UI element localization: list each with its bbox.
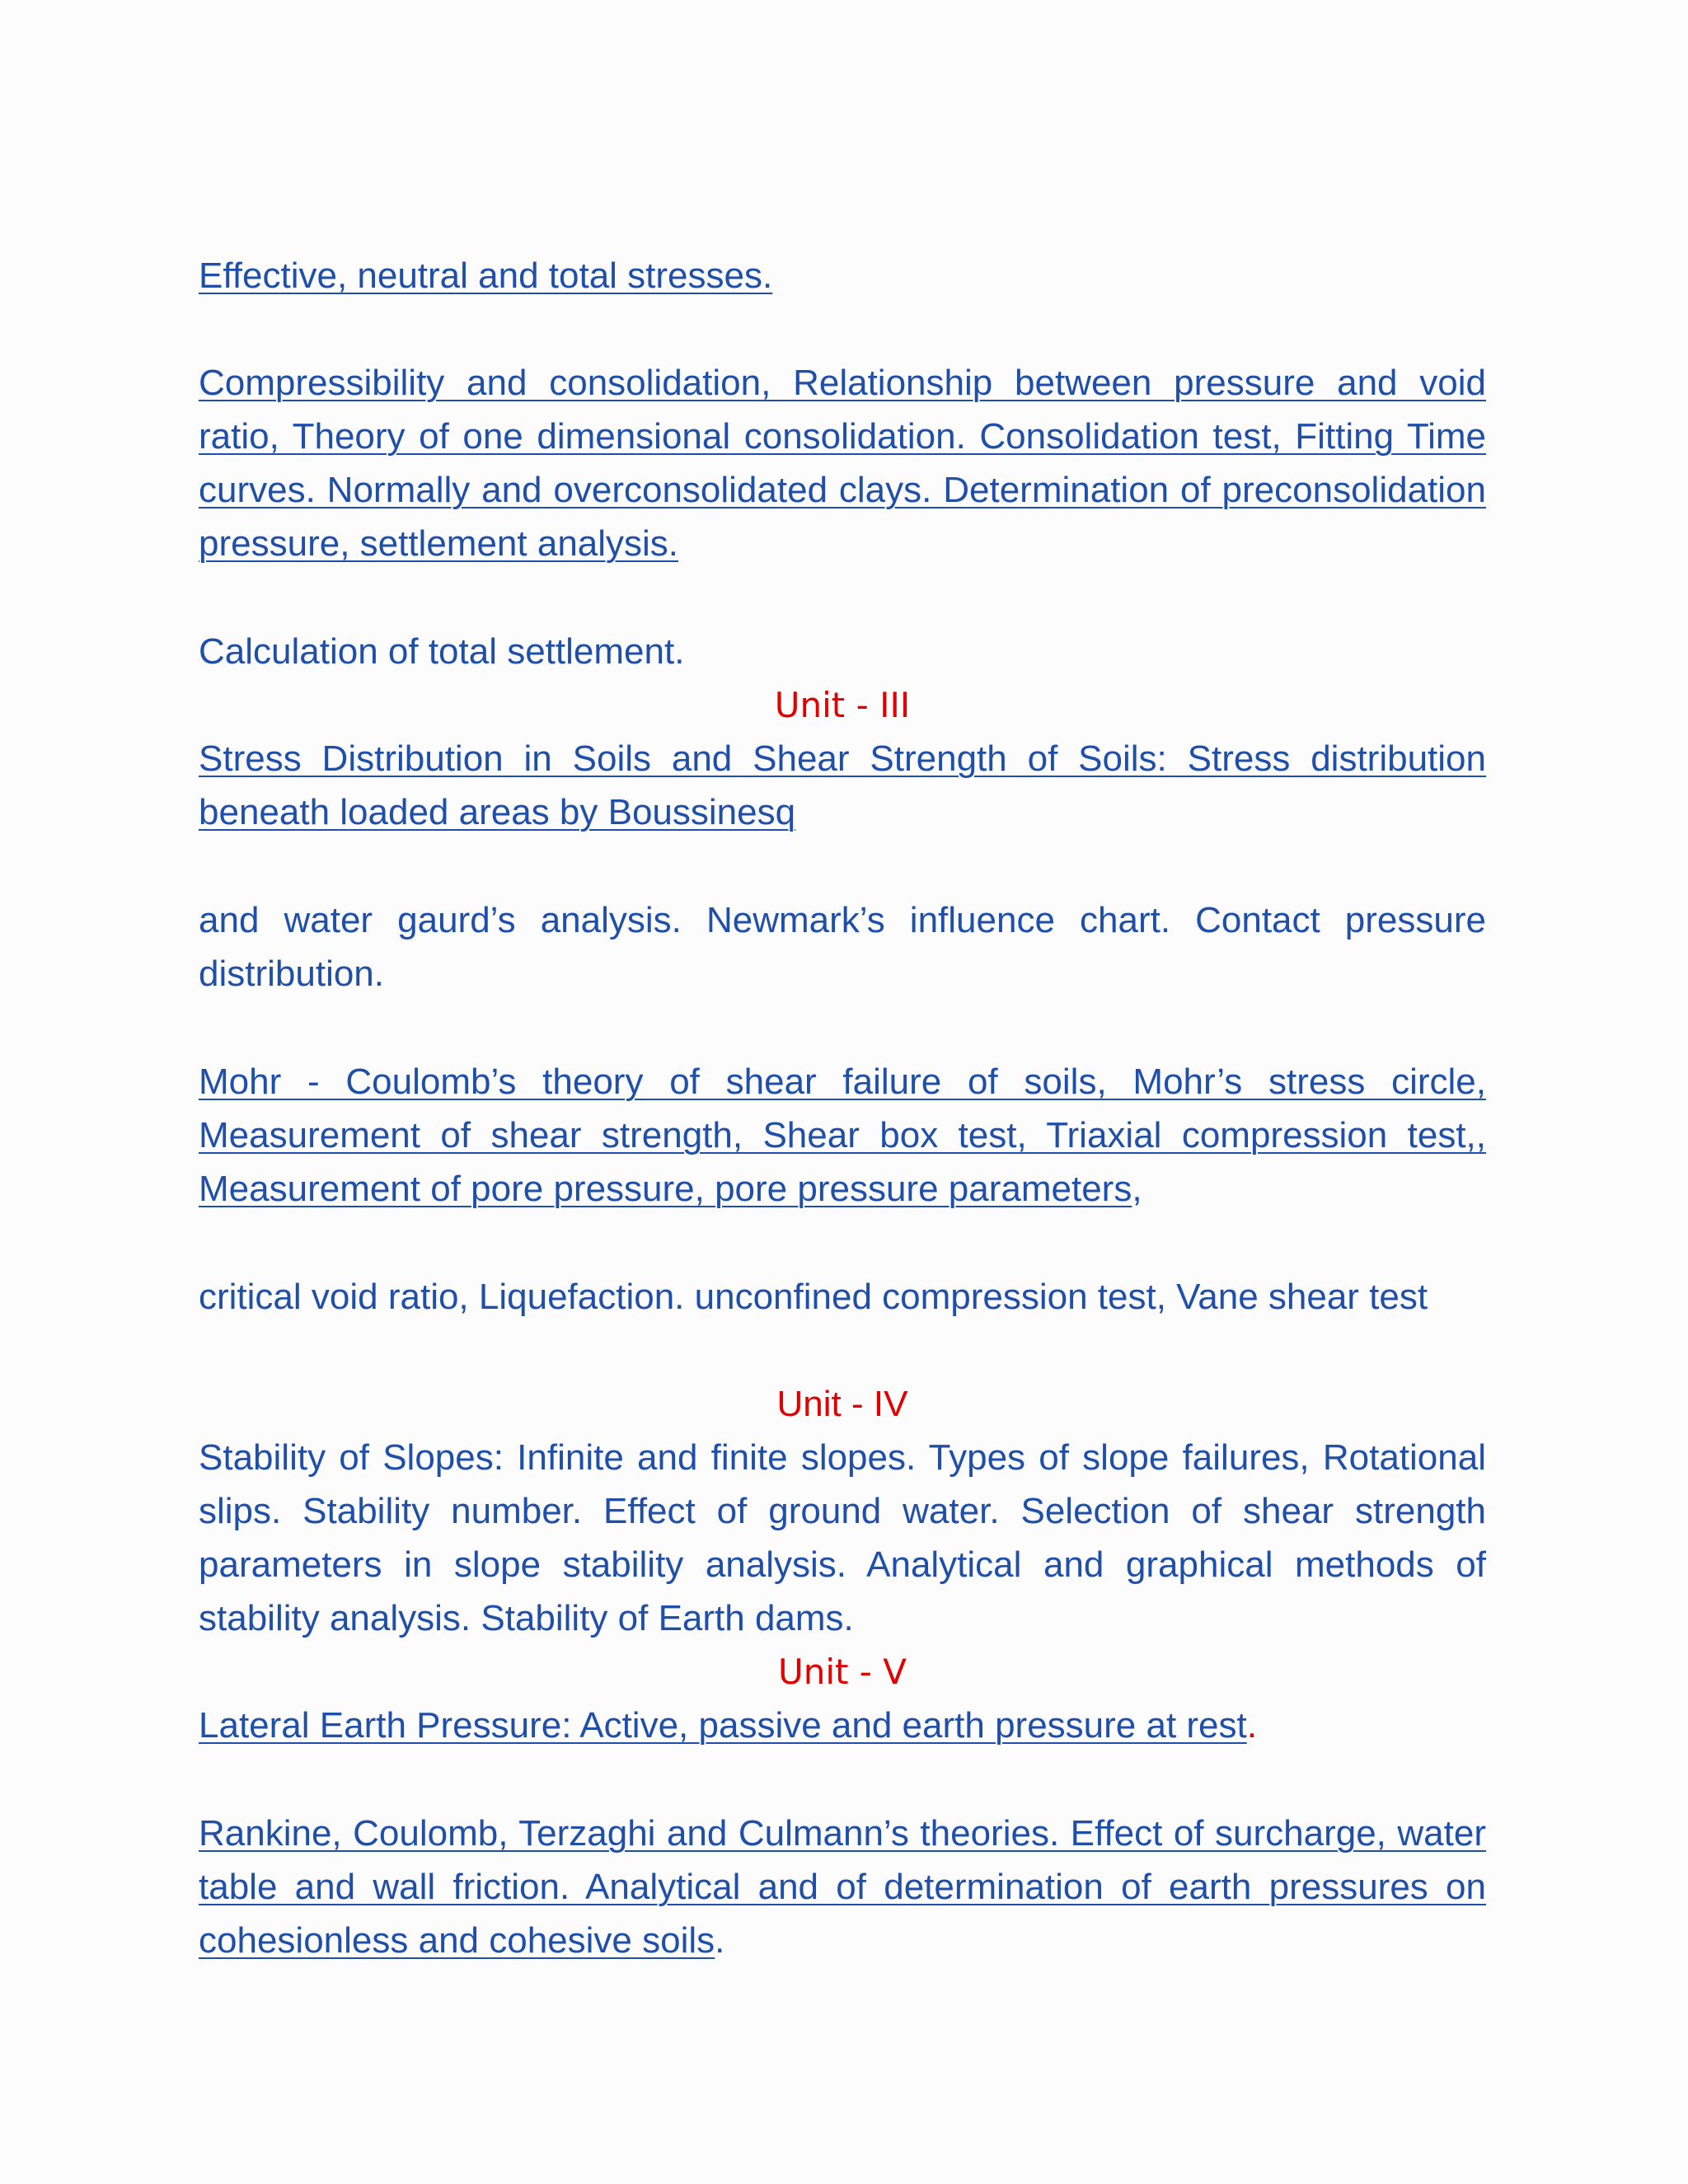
text-total-settlement: Calculation of total settlement.	[199, 631, 685, 672]
paragraph-newmark	[199, 893, 1486, 1001]
rankine-coulomb-tail: .	[715, 1920, 725, 1961]
paragraph-total-settlement	[199, 625, 1486, 678]
link-rankine-coulomb[interactable]: Rankine, Coulomb, Terzaghi and Culmann’s theories. Effect of surcharge, water table and wall friction. Analytical and of determination of earth pressures on cohesionless and cohesive soils	[199, 1813, 1486, 1961]
paragraph-stability-of-slopes	[199, 1431, 1486, 1645]
text-stability-of-slopes: Stability of Slopes: Infinite and finite slopes. Types of slope failures, Rotational slips. Stability number. Effect of ground water. Selection of shear strength parameters in slope stability analysis. Analytical and graphical methods of stability analysis. Stability of Earth dams.	[199, 1437, 1486, 1638]
lateral-earth-pressure-tail: .	[1246, 1705, 1257, 1746]
unit-3-heading: Unit - III	[774, 685, 911, 725]
paragraph-critical-void-ratio	[199, 1270, 1486, 1324]
paragraph-compressibility[interactable]	[199, 356, 1486, 570]
text-critical-void-ratio: critical void ratio, Liquefaction. unconfined compression test, Vane shear test	[199, 1277, 1428, 1317]
link-lateral-earth-pressure[interactable]: Lateral Earth Pressure: Active, passive and earth pressure at rest	[199, 1705, 1247, 1746]
paragraph-stress-distribution[interactable]	[199, 732, 1486, 839]
link-compressibility[interactable]: Compressibility and consolidation, Relationship between pressure and void ratio, Theory of one dimensional consolidation. Consolidation test, Fitting Time curves. Normally and overconsolidated clays. Determination of preconsolidation pressure, settlement analysis.	[199, 363, 1486, 564]
paragraph-lateral-earth-pressure[interactable]	[199, 1699, 1486, 1752]
link-effective-stresses[interactable]: Effective, neutral and total stresses.	[199, 255, 773, 296]
paragraph-effective-stresses[interactable]	[199, 249, 1486, 302]
paragraph-mohr-coulomb[interactable]	[199, 1055, 1486, 1216]
link-mohr-coulomb[interactable]: Mohr - Coulomb’s theory of shear failure of soils, Mohr’s stress circle, Measurement of shear strength, Shear box test, Triaxial compression test,, Measurement of pore pressure, pore pressure parameters	[199, 1062, 1486, 1209]
text-newmark: and water gaurd’s analysis. Newmark’s influence chart. Contact pressure distribution.	[199, 900, 1486, 994]
mohr-coulomb-tail: ,	[1132, 1169, 1142, 1209]
paragraph-rankine-coulomb[interactable]	[199, 1807, 1486, 1967]
unit-5-heading: Unit - V	[777, 1652, 907, 1692]
link-stress-distribution[interactable]: Stress Distribution in Soils and Shear Strength of Soils: Stress distribution beneath loaded areas by Boussinesq	[199, 738, 1486, 832]
unit-4-heading: Unit - IV	[776, 1384, 908, 1424]
